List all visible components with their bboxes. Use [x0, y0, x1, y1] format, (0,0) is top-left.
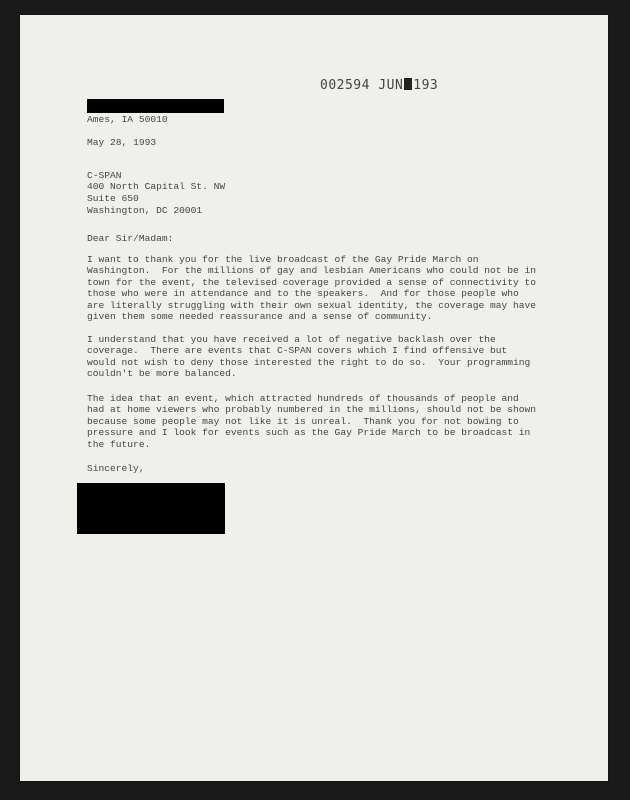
recipient-line-2: 400 North Capital St. NW [87, 181, 226, 192]
salutation: Dear Sir/Madam: [87, 233, 174, 244]
body-paragraph-3: The idea that an event, which attracted hundreds of thousands of people and had at home viewers who probably numbered in the millions, should not be shown because some people may not like it is unreal. Thank you for not bowing to pressure and I look for events such as the Gay Pride March to be broadcast in the future. [87, 393, 537, 450]
redacted-signature [77, 483, 225, 534]
redacted-sender-name [87, 99, 224, 113]
stamp-date-prefix: JUN [378, 78, 404, 93]
recipient-line-1: C-SPAN [87, 170, 122, 181]
stamp-number: 002594 [320, 78, 370, 93]
receipt-stamp [320, 78, 438, 93]
sender-address: Ames, IA 50010 [87, 114, 168, 125]
stamp-date-suffix: 193 [413, 78, 439, 93]
recipient-line-3: Suite 650 [87, 193, 139, 204]
body-paragraph-2: I understand that you have received a lot of negative backlash over the coverage. There are events that C-SPAN covers which I find offensive but would not wish to deny those interested the right to do so. Your programming couldn't be more balanced. [87, 334, 531, 380]
closing: Sincerely, [87, 463, 145, 474]
recipient-line-4: Washington, DC 20001 [87, 205, 203, 216]
ink-blot [404, 78, 412, 90]
letter-date: May 28, 1993 [87, 137, 157, 148]
body-paragraph-1: I want to thank you for the live broadcast of the Gay Pride March on Washington. For the millions of gay and lesbian Americans who could not be in town for the event, the televised coverage provided a sense of connectivity to those who were in attendance and to the speakers. And for those people who are literally struggling with their own sexual identity, the coverage may have given them some needed reassurance and a sense of community. [87, 254, 537, 323]
